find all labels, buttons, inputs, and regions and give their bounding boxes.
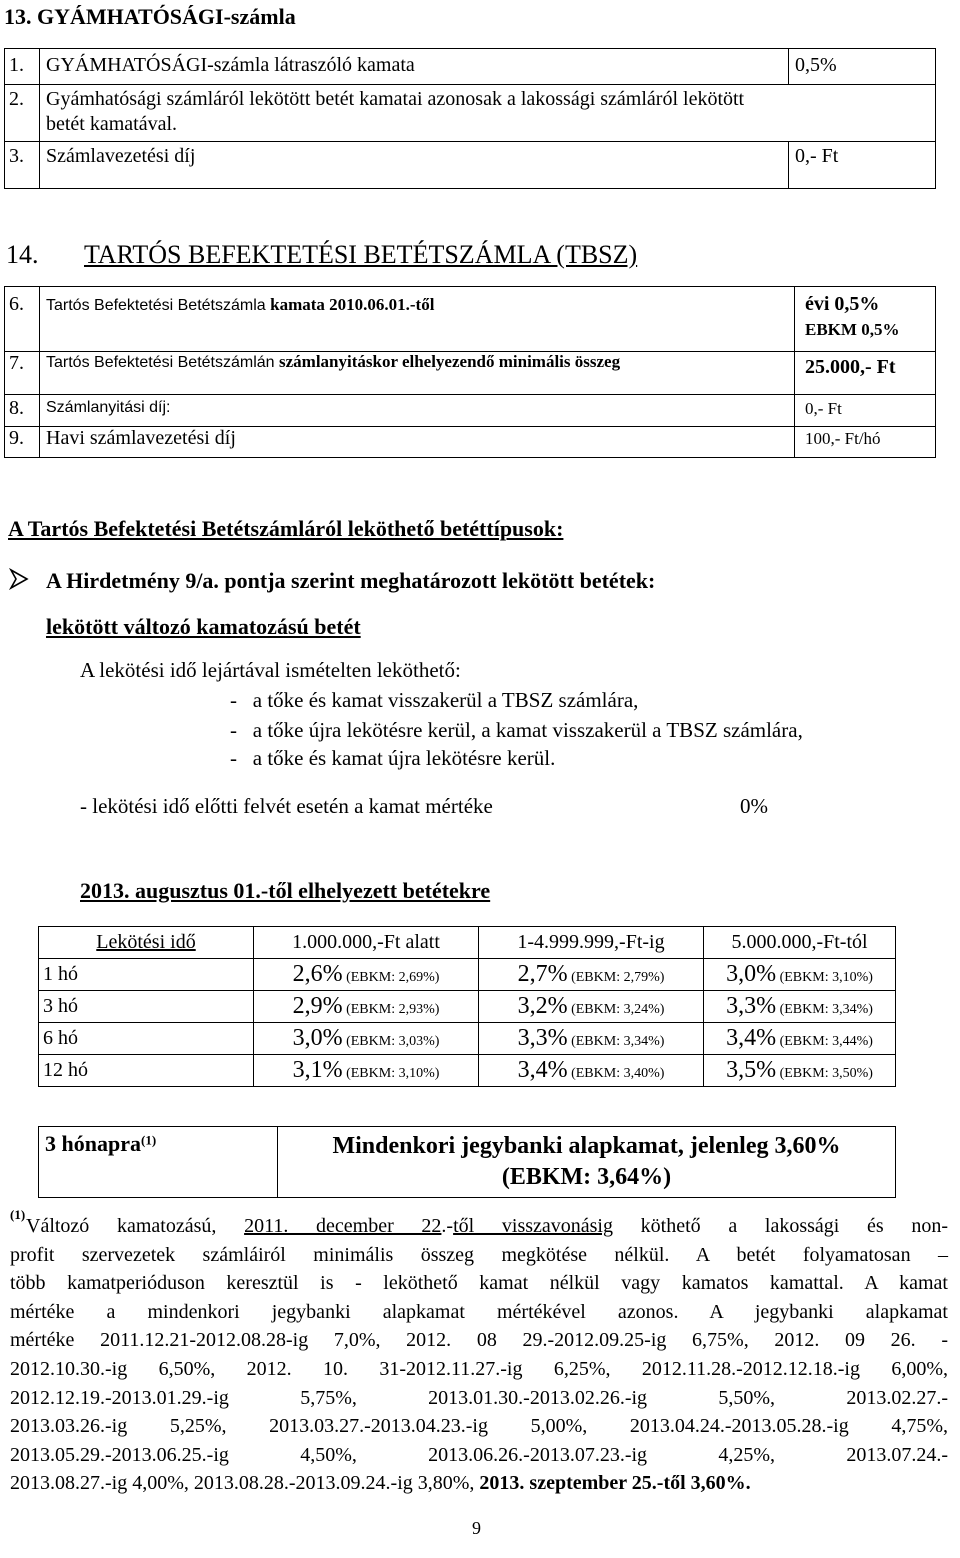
row-text: Havi számlavezetési díj [40, 427, 795, 458]
arrow-bullet-icon [8, 568, 32, 592]
rate-value: 3,5% [726, 1057, 777, 1083]
footnote-segment: mértéke a mindenkori jegybanki alapkamat mértékével azonos. A jegybanki alapkamat [10, 1300, 948, 1323]
gyamhatosagi-table [4, 48, 936, 189]
ebkm-value: (EBKM: 3,10%) [342, 1066, 440, 1081]
rate-cell [254, 959, 479, 991]
interest-rate: évi 0,5% [805, 293, 880, 315]
ebkm-value: (EBKM: 3,44%) [776, 1034, 873, 1049]
footnote-marker: (1) [10, 1207, 26, 1222]
rates-heading: 2013. augusztus 01.-től elhelyezett betétekre [80, 878, 491, 903]
footnote-segment: köthető a lakossági és non- [612, 1215, 948, 1237]
footnote-segment: 2013.08.27.-ig 4,00%, 2013.08.28.-2013.09.24.-ig 3,80%, [10, 1472, 480, 1495]
term-cell: 12 hó [39, 1055, 254, 1087]
renew-intro: A lekötési idő lejártával ismételten leköthető: [80, 658, 461, 682]
row-number: 3. [5, 142, 40, 189]
row-text-bold: kamata 2010.06.01.-től [270, 295, 435, 314]
rate-value: 2,6% [292, 961, 343, 987]
table-row [5, 142, 936, 189]
ebkm-value: (EBKM: 3,34%) [776, 1002, 873, 1017]
renew-item: - a tőke és kamat visszakerül a TBSZ számlára, [230, 688, 639, 712]
table-row [39, 959, 896, 991]
footnote-ref: (1) [140, 1132, 157, 1148]
ebkm-value: (EBKM: 2,79%) [567, 970, 665, 985]
row-value [795, 287, 936, 352]
ebkm-value: (EBKM: 3,50%) [776, 1066, 873, 1081]
footnote-segment: 2011. december 22 [244, 1215, 442, 1237]
footnote-line [10, 1269, 948, 1298]
row-number: 7. [5, 352, 40, 395]
rate-cell [479, 1055, 704, 1087]
renew-item: - a tőke és kamat újra lekötésre kerül. [230, 746, 556, 770]
rate-value: 3,3% [726, 993, 777, 1019]
three-month-label: 3 hónapra [45, 1131, 141, 1156]
footnote-segment: 2013. szeptember 25.-től 3,60%. [479, 1472, 751, 1495]
footnote-line [10, 1412, 948, 1441]
header-cell: 1.000.000,-Ft alatt [254, 927, 479, 959]
footnote-segment: 2013.03.26.-ig 5,25%, 2013.03.27.-2013.04.23.-ig 5,00%, 2013.04.24.-2013.05.28.-ig 4,75%, [10, 1415, 948, 1438]
row-number: 6. [5, 287, 40, 352]
section-14-title: TARTÓS BEFEKTETÉSI BETÉTSZÁMLA (TBSZ) [84, 240, 638, 269]
row-value: 0,5% [789, 49, 936, 85]
table-row [39, 991, 896, 1023]
header-cell: 1-4.999.999,-Ft-ig [479, 927, 704, 959]
row-value: 0,- Ft [795, 395, 936, 427]
row-text: Számlavezetési díj [40, 142, 789, 189]
section-13-title: 13. GYÁMHATÓSÁGI-számla [4, 4, 296, 29]
ebkm-value: (EBKM: 3,24%) [567, 1002, 665, 1017]
table-row [5, 395, 936, 427]
rate-cell [479, 991, 704, 1023]
table-row [5, 352, 936, 395]
footnote-segment: 2012.12.19.-2013.01.29.-ig 5,75%, 2013.01.30.-2013.02.26.-ig 5,50%, 2013.02.27.- [10, 1386, 948, 1409]
row-text-part: Tartós Befektetési Betétszámla [46, 297, 271, 314]
footnote-segment: .- [441, 1215, 454, 1237]
rate-cell [704, 991, 896, 1023]
rate-cell [479, 1023, 704, 1055]
footnote-line [10, 1298, 948, 1327]
header-cell [39, 927, 254, 959]
row-text: GYÁMHATÓSÁGI-számla látraszóló kamata [40, 49, 789, 85]
rate-cell [704, 1023, 896, 1055]
ebkm-value: (EBKM: 3,10%) [776, 970, 873, 985]
row-text: Számlanyitási díj: [40, 395, 795, 427]
footnote-line [10, 1241, 948, 1270]
term-header: Lekötési idő [96, 931, 196, 953]
header-cell: 5.000.000,-Ft-tól [704, 927, 896, 959]
deposit-subheading: lekötött változó kamatozású betét [46, 614, 361, 639]
footnote-line [10, 1469, 948, 1498]
row-text [40, 85, 936, 142]
three-month-table [38, 1126, 896, 1198]
bullet-text: A Hirdetmény 9/a. pontja szerint meghatározott lekötött betétek: [46, 568, 656, 593]
footnote-segment: Változó kamatozású, [26, 1215, 245, 1237]
row-text-part: Tartós Befektetési Betétszámlán [46, 354, 279, 371]
three-month-rate-cell [278, 1127, 896, 1198]
row-text-bold: számlanyitáskor elhelyezendő minimális összeg [279, 352, 621, 371]
rate-cell [479, 959, 704, 991]
rate-cell [254, 1023, 479, 1055]
rate-value: 3,3% [517, 1025, 568, 1051]
rate-value: 2,9% [292, 993, 343, 1019]
term-cell: 3 hó [39, 991, 254, 1023]
footnote-text [10, 1212, 948, 1498]
rate-cell [704, 959, 896, 991]
footnote-segment: 2012.10.30.-ig 6,50%, 2012. 10. 31-2012.11.27.-ig 6,25%, 2012.11.28.-2012.12.18.-ig 6,00%, [10, 1357, 948, 1380]
rate-value: 3,0% [726, 961, 777, 987]
three-month-label-cell [39, 1127, 278, 1198]
table-row [5, 49, 936, 85]
row-text-line: Gyámhatósági számláról lekötött betét kamatai azonosak a lakossági számláról lekötött [46, 88, 745, 110]
row-value: 100,- Ft/hó [795, 427, 936, 458]
ebkm-value: (EBKM: 2,69%) [342, 970, 440, 985]
footnote-line [10, 1355, 948, 1384]
row-text [40, 352, 795, 395]
section-14-number: 14. [6, 240, 39, 269]
rate-value: 3,1% [292, 1057, 343, 1083]
row-number: 8. [5, 395, 40, 427]
rate-value: 2,7% [517, 961, 568, 987]
rate-value: 3,0% [292, 1025, 343, 1051]
renew-item: - a tőke újra lekötésre kerül, a kamat visszakerül a TBSZ számlára, [230, 718, 803, 742]
footnote-line [10, 1212, 948, 1241]
rate-cell [254, 991, 479, 1023]
rate-value: 3,2% [517, 993, 568, 1019]
ebkm-value: (EBKM: 3,40%) [567, 1066, 665, 1081]
table-row [5, 427, 936, 458]
row-value: 0,- Ft [789, 142, 936, 189]
row-number: 9. [5, 427, 40, 458]
rate-cell [704, 1055, 896, 1087]
early-withdrawal-text: - lekötési idő előtti felvét esetén a kamat mértéke [80, 794, 493, 818]
three-month-ebkm-line: (EBKM: 3,64%) [501, 1164, 672, 1190]
footnote-segment: mértéke 2011.12.21-2012.08.28-ig 7,0%, 2012. 08 29.-2012.09.25-ig 6,75%, 2012. 09 26. - [10, 1329, 948, 1352]
footnote-segment: től visszavonásig [453, 1215, 613, 1237]
rates-table [38, 926, 896, 1087]
row-text [40, 287, 795, 352]
footnote-segment: 2013.05.29.-2013.06.25.-ig 4,50%, 2013.06.26.-2013.07.23.-ig 4,25%, 2013.07.24.- [10, 1443, 948, 1466]
rate-value: 3,4% [726, 1025, 777, 1051]
deposit-types-heading: A Tartós Befektetési Betétszámláról leköthető betéttípusok: [8, 516, 564, 541]
row-text-line: betét kamatával. [46, 113, 178, 135]
ebkm-value: (EBKM: 2,93%) [342, 1002, 440, 1017]
row-number: 1. [5, 49, 40, 85]
table-row [39, 1023, 896, 1055]
row-value: 25.000,- Ft [795, 352, 936, 395]
tbsz-table [4, 286, 936, 458]
three-month-rate-line: Mindenkori jegybanki alapkamat, jelenleg 3,60% [332, 1133, 841, 1159]
table-row [5, 85, 936, 142]
footnote-segment: profit szervezetek számláiról minimális összeg megkötése nélkül. A betét folyamatosan – [10, 1243, 948, 1266]
ebkm-value: (EBKM: 3,03%) [342, 1034, 440, 1049]
ebkm-rate: EBKM 0,5% [805, 320, 900, 339]
term-cell: 6 hó [39, 1023, 254, 1055]
early-withdrawal-rate: 0% [740, 794, 768, 818]
footnote-line [10, 1441, 948, 1470]
footnote-line [10, 1384, 948, 1413]
page-number: 9 [472, 1518, 481, 1538]
row-number: 2. [5, 85, 40, 142]
rate-cell [254, 1055, 479, 1087]
table-header-row [39, 927, 896, 959]
rate-value: 3,4% [517, 1057, 568, 1083]
table-row [39, 1055, 896, 1087]
term-cell: 1 hó [39, 959, 254, 991]
footnote-line [10, 1326, 948, 1355]
footnote-segment: több kamatperióduson keresztül is - leköthető kamat nélkül vagy kamatos kamattal. A kamat [10, 1272, 948, 1295]
ebkm-value: (EBKM: 3,34%) [567, 1034, 665, 1049]
table-row [39, 1127, 896, 1198]
table-row [5, 287, 936, 352]
